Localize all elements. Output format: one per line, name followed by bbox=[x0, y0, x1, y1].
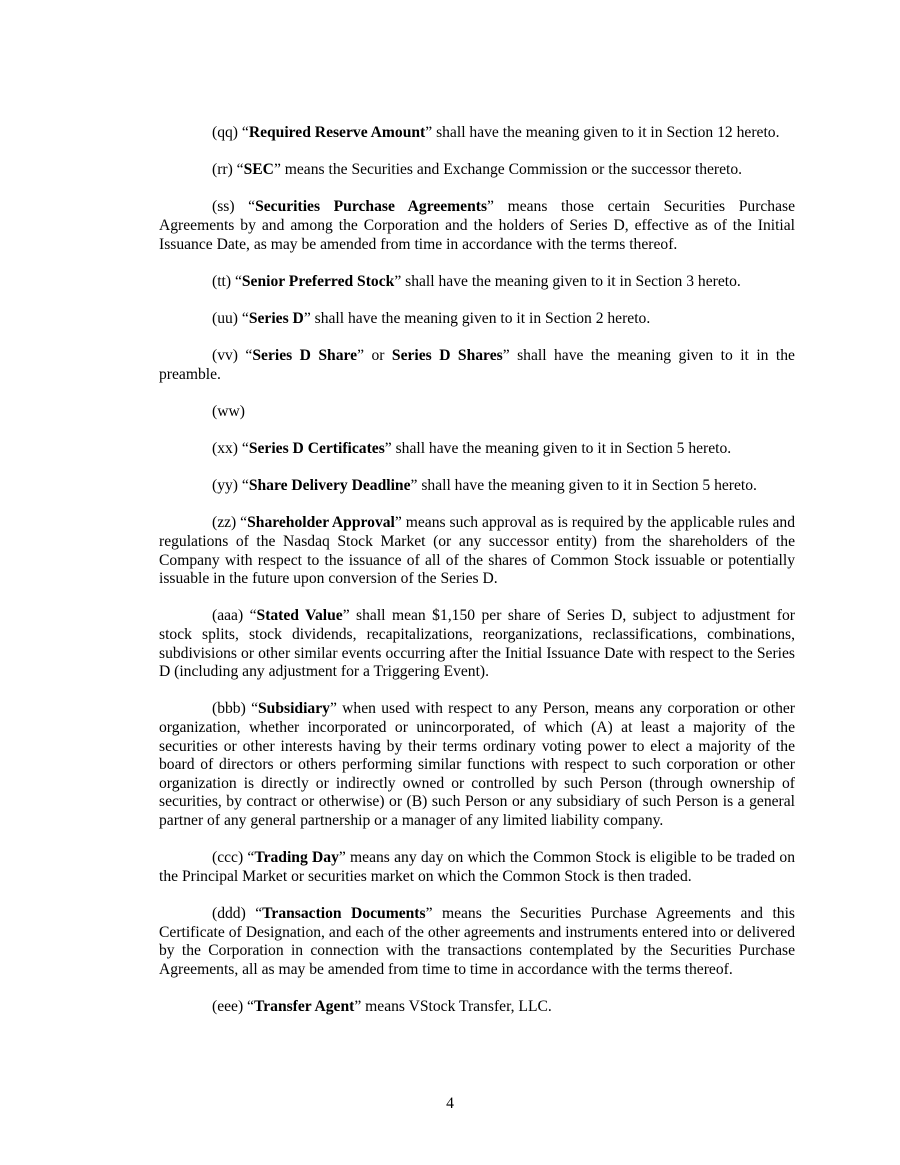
definition-uu bbox=[159, 310, 795, 329]
definition-xx bbox=[159, 440, 795, 459]
definition-ccc bbox=[159, 849, 795, 886]
definition-qq bbox=[159, 124, 795, 143]
defined-term: Shareholder Approval bbox=[247, 514, 395, 532]
definition-label: (qq) “ bbox=[212, 124, 249, 141]
defined-term: Stated Value bbox=[256, 607, 343, 625]
defined-term-alternate: Series D Shares bbox=[391, 347, 503, 365]
defined-term: Series D Share bbox=[252, 347, 358, 365]
definition-text: ” means VStock Transfer, LLC. bbox=[354, 997, 552, 1015]
definition-text: ” shall have the meaning given to it in Section 5 hereto. bbox=[410, 477, 757, 495]
definition-tt bbox=[159, 273, 795, 292]
definition-label: (bbb) “ bbox=[212, 700, 258, 718]
definition-text: ” means the Securities Purchase Agreements and this Certificate of Designation, and each of the other agreements and instruments entered into or delivered by the Corporation in connection with the transactions contemplated by the Securities Purchase Agreements, all as may be amended from time to time in accordance with the terms thereof. bbox=[159, 904, 795, 978]
definition-label: (ss) “ bbox=[212, 198, 256, 216]
definition-connector: ” or bbox=[357, 347, 392, 365]
definition-text: ” shall have the meaning given to it in the preamble. bbox=[159, 347, 795, 383]
definition-label: (eee) “ bbox=[212, 997, 254, 1015]
definition-label: (uu) “ bbox=[212, 309, 249, 327]
definition-label: (zz) “ bbox=[212, 514, 248, 532]
defined-term: Series D Certificates bbox=[248, 440, 385, 458]
definition-label: (yy) “ bbox=[212, 477, 249, 495]
defined-term: Series D bbox=[248, 309, 304, 327]
definition-text: ” shall have the meaning given to it in Section 3 hereto. bbox=[394, 272, 741, 290]
definition-text: ” shall mean $1,150 per share of Series D, subject to adjustment for stock splits, stock dividends, recapitalizations, reorganizations, reclassifications, combinations, subdivisions or other similar events occurring after the Initial Issuance Date with respect to the Series D (including any adjustment for a Triggering Event). bbox=[159, 607, 795, 681]
definition-ww bbox=[159, 403, 795, 422]
definition-text: ” means those certain Securities Purchase Agreements by and among the Corporation and the holders of Series D, effective as of the Initial Issuance Date, as may be amended from time in accordance with the terms thereof. bbox=[159, 198, 796, 253]
definition-label: (ww) bbox=[212, 402, 245, 420]
defined-term: Securities Purchase Agreements bbox=[255, 198, 488, 216]
definition-label: (ccc) “ bbox=[212, 849, 255, 867]
definition-aaa bbox=[159, 607, 795, 681]
defined-term: Required Reserve Amount bbox=[248, 124, 426, 141]
definition-rr bbox=[159, 161, 795, 180]
definition-label: (xx) “ bbox=[212, 440, 249, 458]
definition-yy bbox=[159, 477, 795, 496]
definition-ss bbox=[159, 198, 795, 254]
definition-label: (tt) “ bbox=[212, 272, 242, 290]
definition-label: (aaa) “ bbox=[212, 607, 257, 625]
defined-term: Transaction Documents bbox=[262, 904, 426, 922]
definition-text: ” shall have the meaning given to it in Section 12 hereto. bbox=[425, 124, 780, 141]
definition-text: ” shall have the meaning given to it in Section 2 hereto. bbox=[303, 309, 651, 327]
defined-term: Trading Day bbox=[254, 849, 339, 867]
defined-term: Subsidiary bbox=[258, 700, 330, 718]
definition-bbb bbox=[159, 700, 795, 830]
defined-term: SEC bbox=[243, 161, 274, 179]
defined-term: Transfer Agent bbox=[253, 997, 355, 1015]
definition-eee bbox=[159, 998, 795, 1017]
definitions-section bbox=[159, 124, 795, 1017]
definition-label: (ddd) “ bbox=[212, 904, 263, 922]
definition-zz bbox=[159, 514, 795, 588]
definition-text: ” when used with respect to any Person, means any corporation or other organization, whether incorporated or unincorporated, of which (A) at least a majority of the securities or other interests having by their terms ordinary voting power to elect a majority of the board of directors or others performing similar functions with respect to such corporation or other organization is directly or indirectly owned or controlled by such Person (through ownership of securities, by contract or otherwise) or (B) such Person or any subsidiary of such Person is a general partner of any general partnership or a manager of any limited liability company. bbox=[159, 700, 795, 829]
defined-term: Share Delivery Deadline bbox=[248, 477, 411, 495]
defined-term: Senior Preferred Stock bbox=[241, 272, 395, 290]
definition-text: ” means such approval as is required by the applicable rules and regulations of the Nasdaq Stock Market (or any successor entity) from the shareholders of the Company with respect to the issuance of all of the shares of Common Stock issuable or potentially issuable in the future upon conversion of the Series D. bbox=[159, 514, 795, 588]
definition-vv bbox=[159, 347, 795, 384]
definition-text: ” shall have the meaning given to it in Section 5 hereto. bbox=[384, 440, 732, 458]
page-number: 4 bbox=[446, 1095, 454, 1112]
definition-text: ” means any day on which the Common Stock is eligible to be traded on the Principal Market or securities market on which the Common Stock is then traded. bbox=[159, 849, 795, 885]
definition-label: (rr) “ bbox=[212, 161, 244, 179]
definition-text: ” means the Securities and Exchange Commission or the successor thereto. bbox=[273, 161, 743, 179]
definition-label: (vv) “ bbox=[212, 347, 253, 365]
definition-ddd bbox=[159, 905, 795, 979]
